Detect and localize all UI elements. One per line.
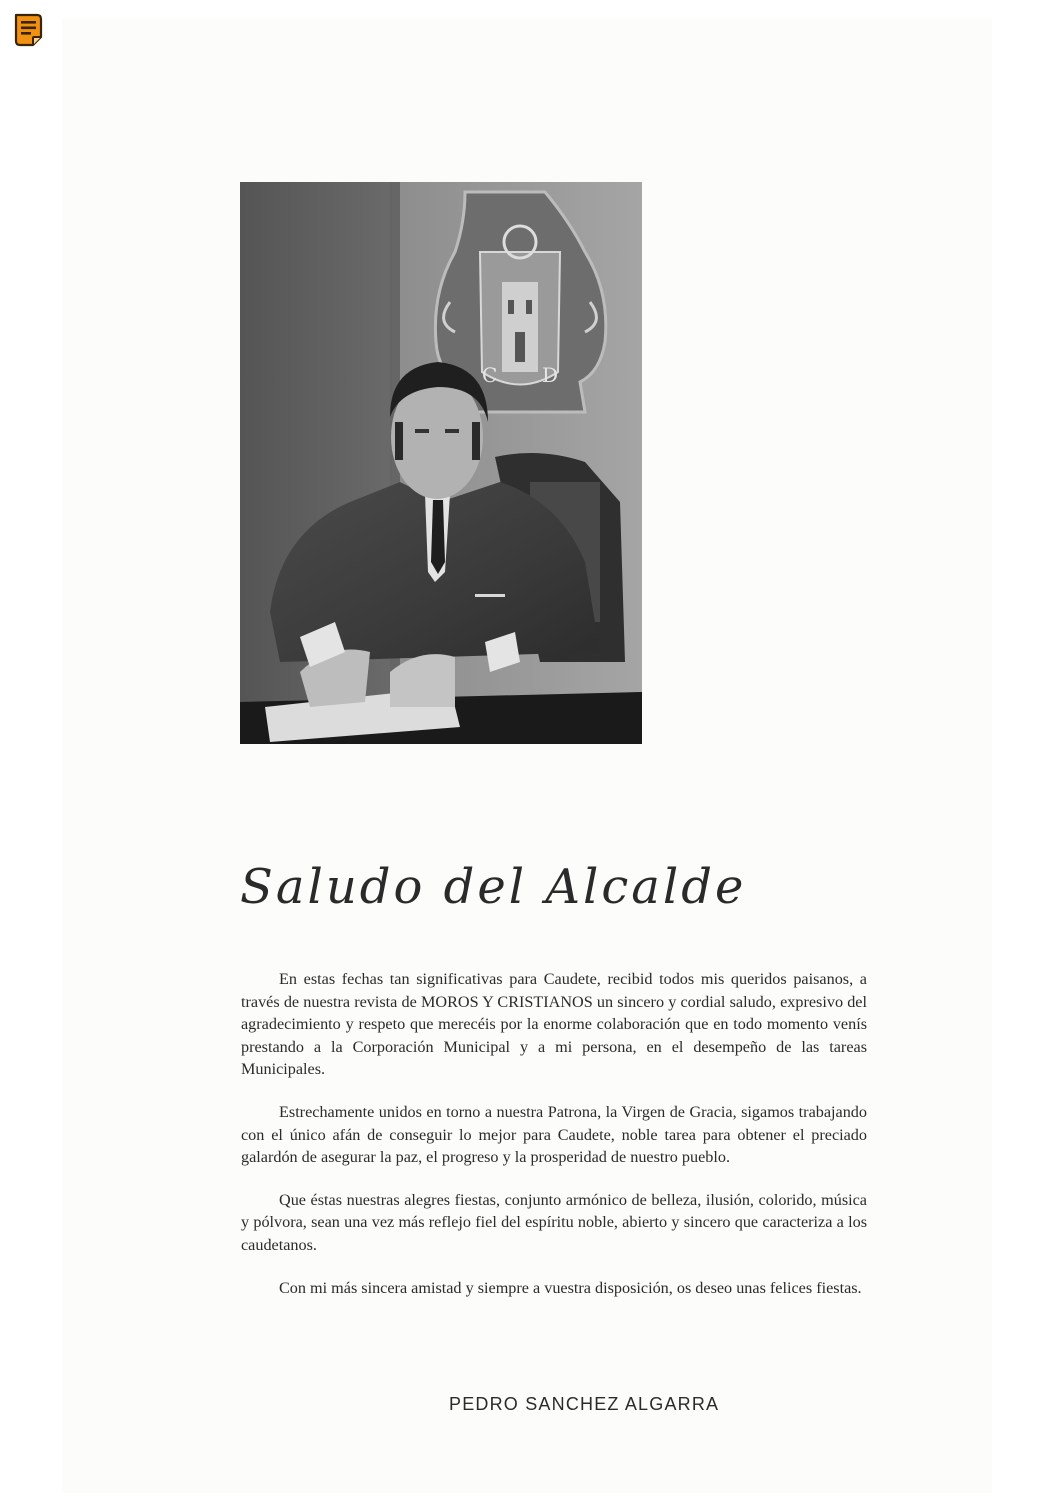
paragraph-3: Que éstas nuestras alegres fiestas, conjunto armónico de belleza, ilusión, colorido, música y pólvora, sean una vez más reflejo fiel del espíritu noble, abierto y sincero que caracteriza a los caudetanos. — [241, 1190, 867, 1254]
paragraph-4: Con mi más sincera amistad y siempre a vuestra disposición, os deseo unas felices fiestas. — [279, 1278, 862, 1297]
page-title: Saludo del Alcalde — [240, 859, 747, 915]
letter-body — [241, 968, 867, 1319]
crest-letter-left: C — [482, 363, 498, 387]
signature: PEDRO SANCHEZ ALGARRA — [449, 1394, 720, 1414]
paragraph-2: Estrechamente unidos en torno a nuestra Patrona, la Virgen de Gracia, sigamos trabajando con el único afán de conseguir lo mejor para Caudete, noble tarea para obtener el preciado galardón de asegurar la paz, el progreso y la prosperidad de nuestro pueblo. — [241, 1102, 867, 1167]
paragraph-1: En estas fechas tan significativas para Caudete, recibid todos mis queridos paisanos, a través de nuestra revista de MOROS Y CRISTIANOS un sincero y cordial saludo, expresivo del agradecimiento y respeto que merecéis por la enorme colaboración que en todo momento venís prestando a la Corporación Municipal y a mi persona, en el desempeño de las tareas Municipales. — [241, 970, 867, 1079]
mayor-portrait-photo — [240, 182, 642, 744]
document-icon[interactable] — [13, 13, 44, 47]
crest-letter-right: D — [542, 363, 559, 387]
